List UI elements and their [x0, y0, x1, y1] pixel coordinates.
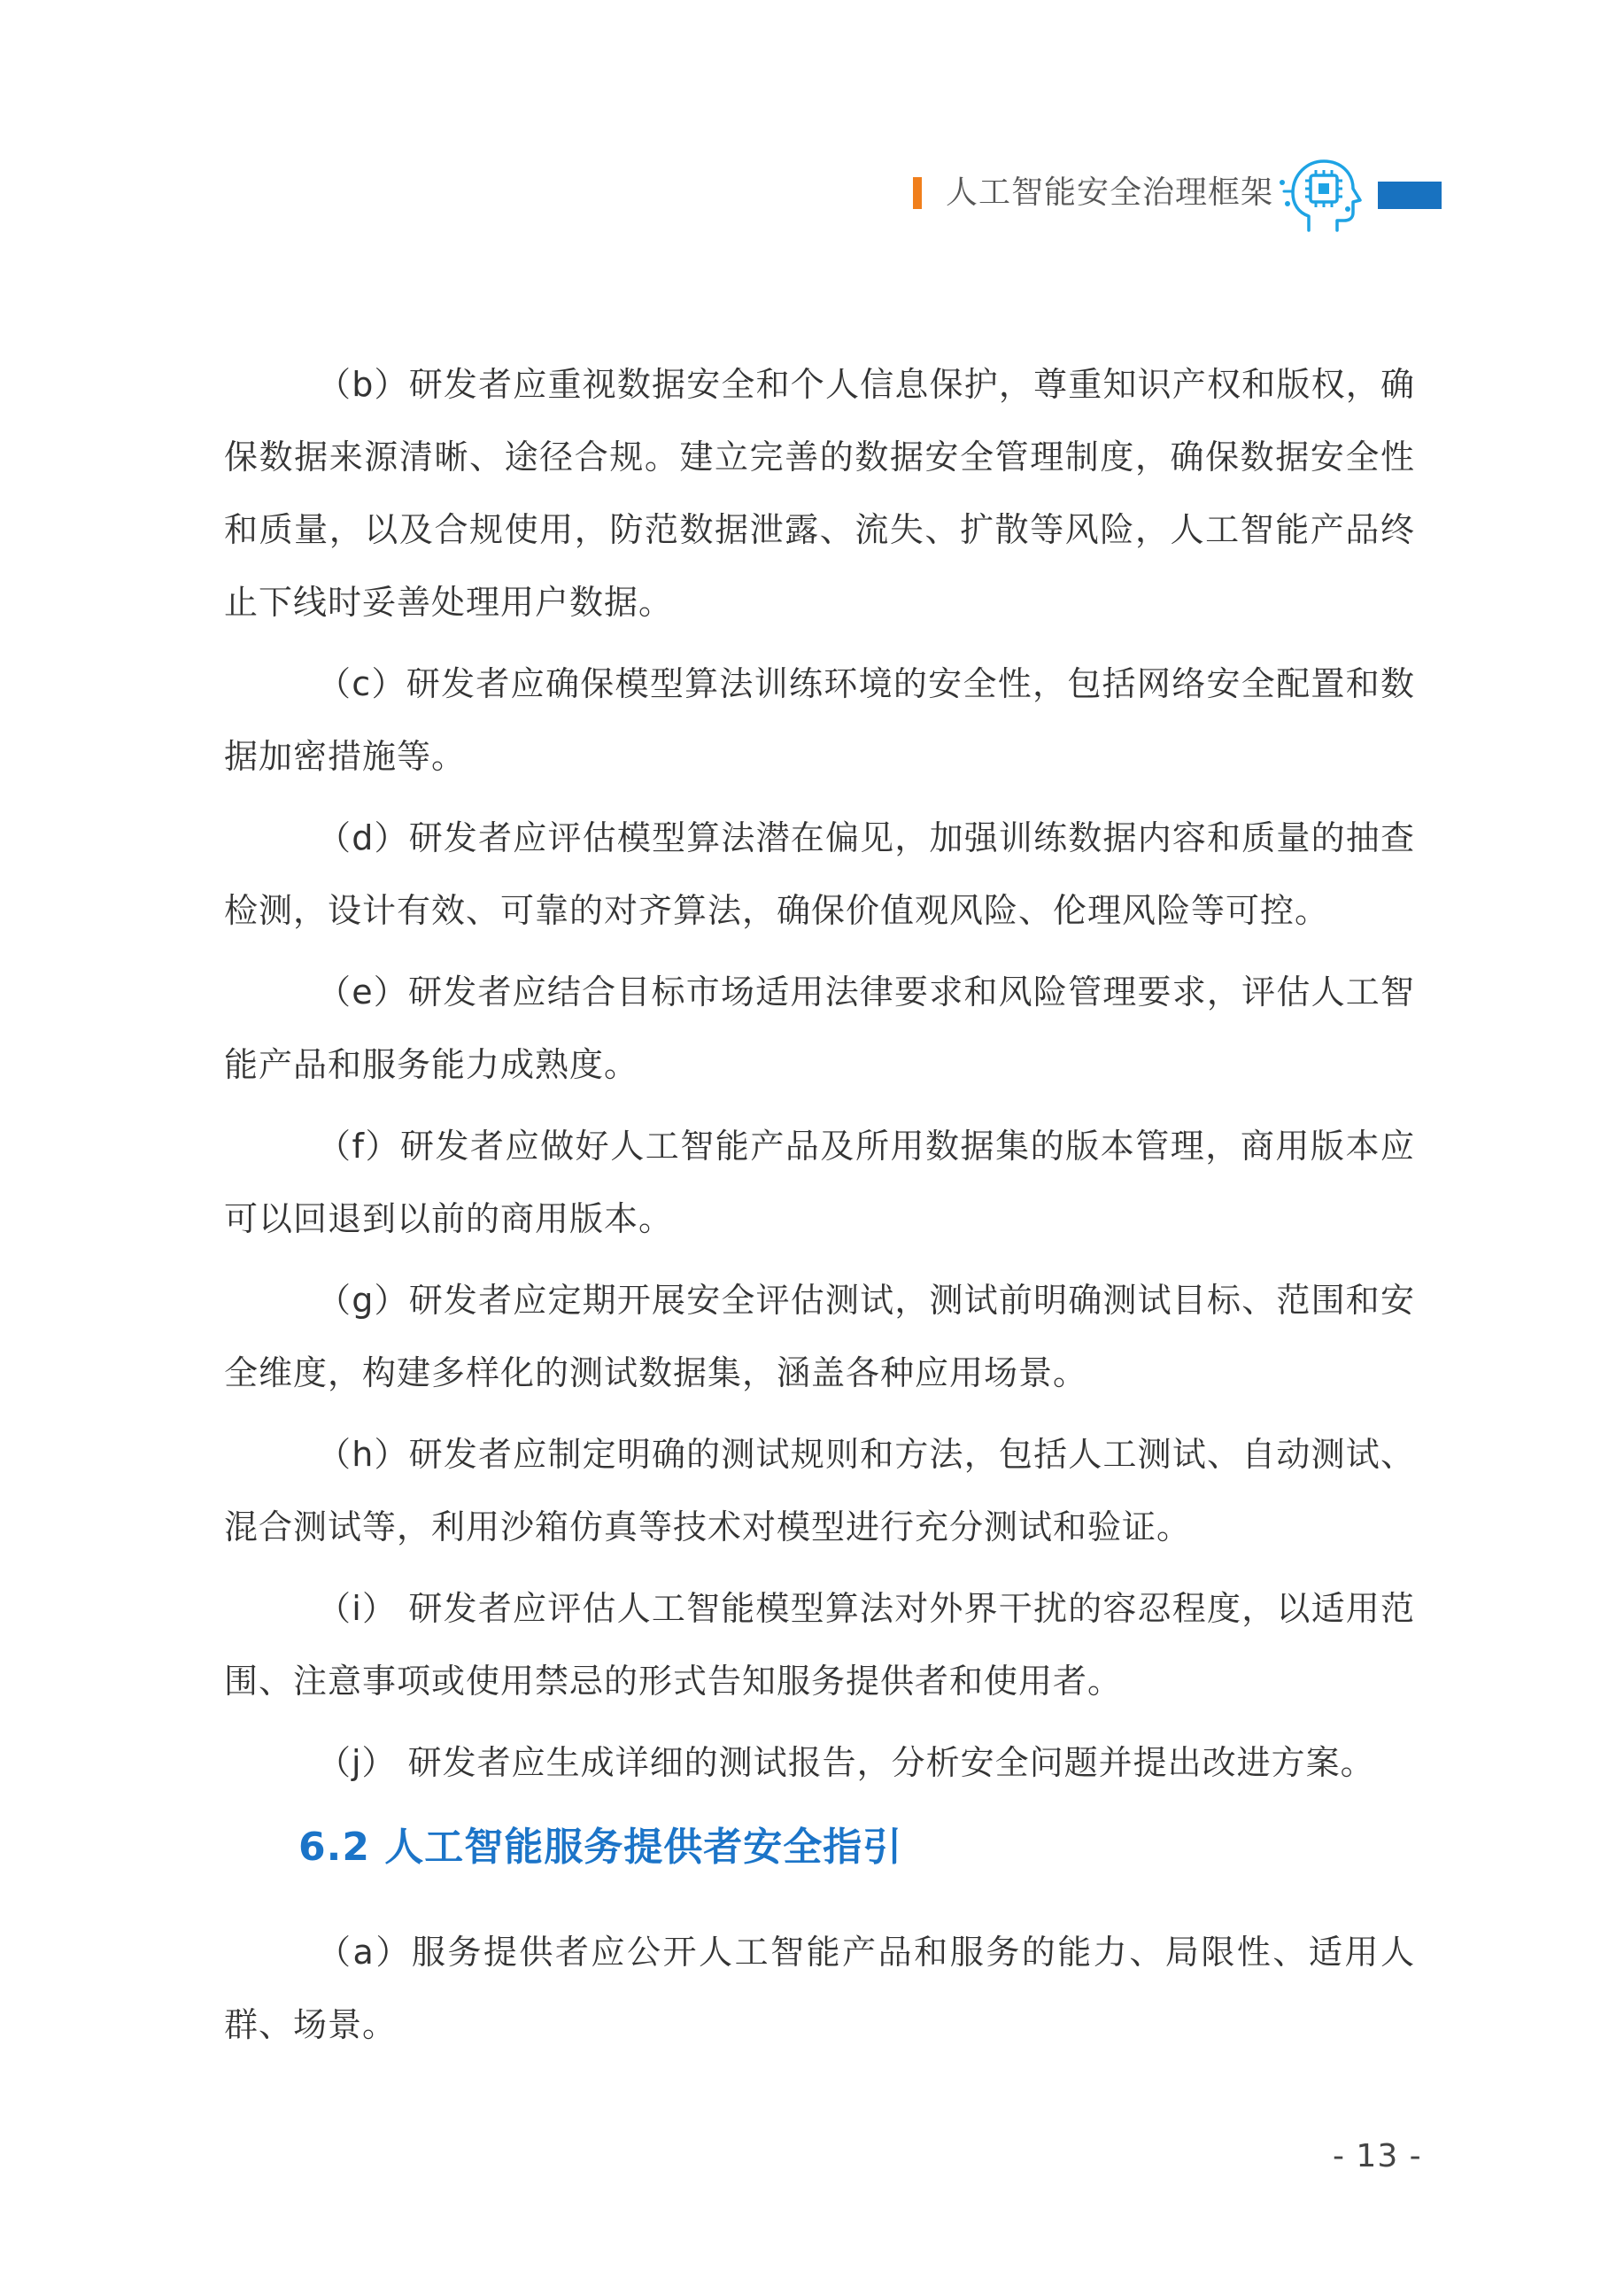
- item-label: （b）: [317, 365, 409, 404]
- paragraph-g: [224, 1264, 1415, 1409]
- page-header: [0, 0, 1624, 266]
- item-label: （c）: [317, 664, 406, 703]
- item-label: （i）: [317, 1589, 398, 1628]
- page-number: - 13 -: [1333, 2138, 1422, 2174]
- item-label: （d）: [317, 818, 409, 857]
- section-heading: 6.2 人工智能服务提供者安全指引: [298, 1825, 903, 1870]
- paragraph-d: [224, 802, 1415, 947]
- item-text: 研发者应定期开展安全评估测试，测试前明确测试目标、范围和安全维度，构建多样化的测试数据集，涵盖各种应用场景。: [224, 1281, 1415, 1392]
- item-label: （e）: [317, 973, 409, 1011]
- item-text: 研发者应重视数据安全和个人信息保护，尊重知识产权和版权，确保数据来源清晰、途径合规。建立完善的数据安全管理制度，确保数据安全性和质量，以及合规使用，防范数据泄露、流失、扩散等风险，人工智能产品终止下线时妥善处理用户数据。: [224, 365, 1415, 622]
- item-label: （h）: [317, 1435, 409, 1474]
- header-title: 人工智能安全治理框架: [946, 174, 1274, 211]
- item-label: （g）: [317, 1281, 409, 1320]
- item-text: 研发者应做好人工智能产品及所用数据集的版本管理，商用版本应可以回退到以前的商用版本。: [224, 1127, 1415, 1238]
- paragraph-h: [224, 1418, 1415, 1563]
- item-text: 研发者应结合目标市场适用法律要求和风险管理要求，评估人工智能产品和服务能力成熟度。: [224, 973, 1415, 1084]
- item-text: 研发者应评估模型算法潜在偏见，加强训练数据内容和质量的抽查检测，设计有效、可靠的对齐算法，确保价值观风险、伦理风险等可控。: [224, 818, 1415, 930]
- paragraph-e: [224, 956, 1415, 1101]
- header-accent-bar: [913, 177, 922, 209]
- item-label: （f）: [317, 1127, 400, 1166]
- header-color-block: [1378, 182, 1442, 209]
- paragraph-i: [224, 1572, 1415, 1717]
- item-text: 服务提供者应公开人工智能产品和服务的能力、局限性、适用人群、场景。: [224, 1933, 1415, 2044]
- item-text: 研发者应制定明确的测试规则和方法，包括人工测试、自动测试、混合测试等，利用沙箱仿真等技术对模型进行充分测试和验证。: [224, 1435, 1415, 1546]
- item-text: 研发者应评估人工智能模型算法对外界干扰的容忍程度，以适用范围、注意事项或使用禁忌的形式告知服务提供者和使用者。: [224, 1589, 1415, 1701]
- item-label: （j）: [317, 1743, 397, 1782]
- item-text: 研发者应确保模型算法训练环境的安全性，包括网络安全配置和数据加密措施等。: [224, 664, 1415, 776]
- paragraph-service-a: [224, 1916, 1415, 2061]
- paragraph-b: [224, 348, 1415, 639]
- item-text: 研发者应生成详细的测试报告，分析安全问题并提出改进方案。: [396, 1743, 1375, 1782]
- paragraph-j: [224, 1726, 1415, 1799]
- ai-head-chip-icon: [1275, 145, 1369, 239]
- document-body: [224, 348, 1415, 2070]
- item-label: （a）: [317, 1933, 412, 1972]
- paragraph-c: [224, 647, 1415, 793]
- paragraph-f: [224, 1110, 1415, 1255]
